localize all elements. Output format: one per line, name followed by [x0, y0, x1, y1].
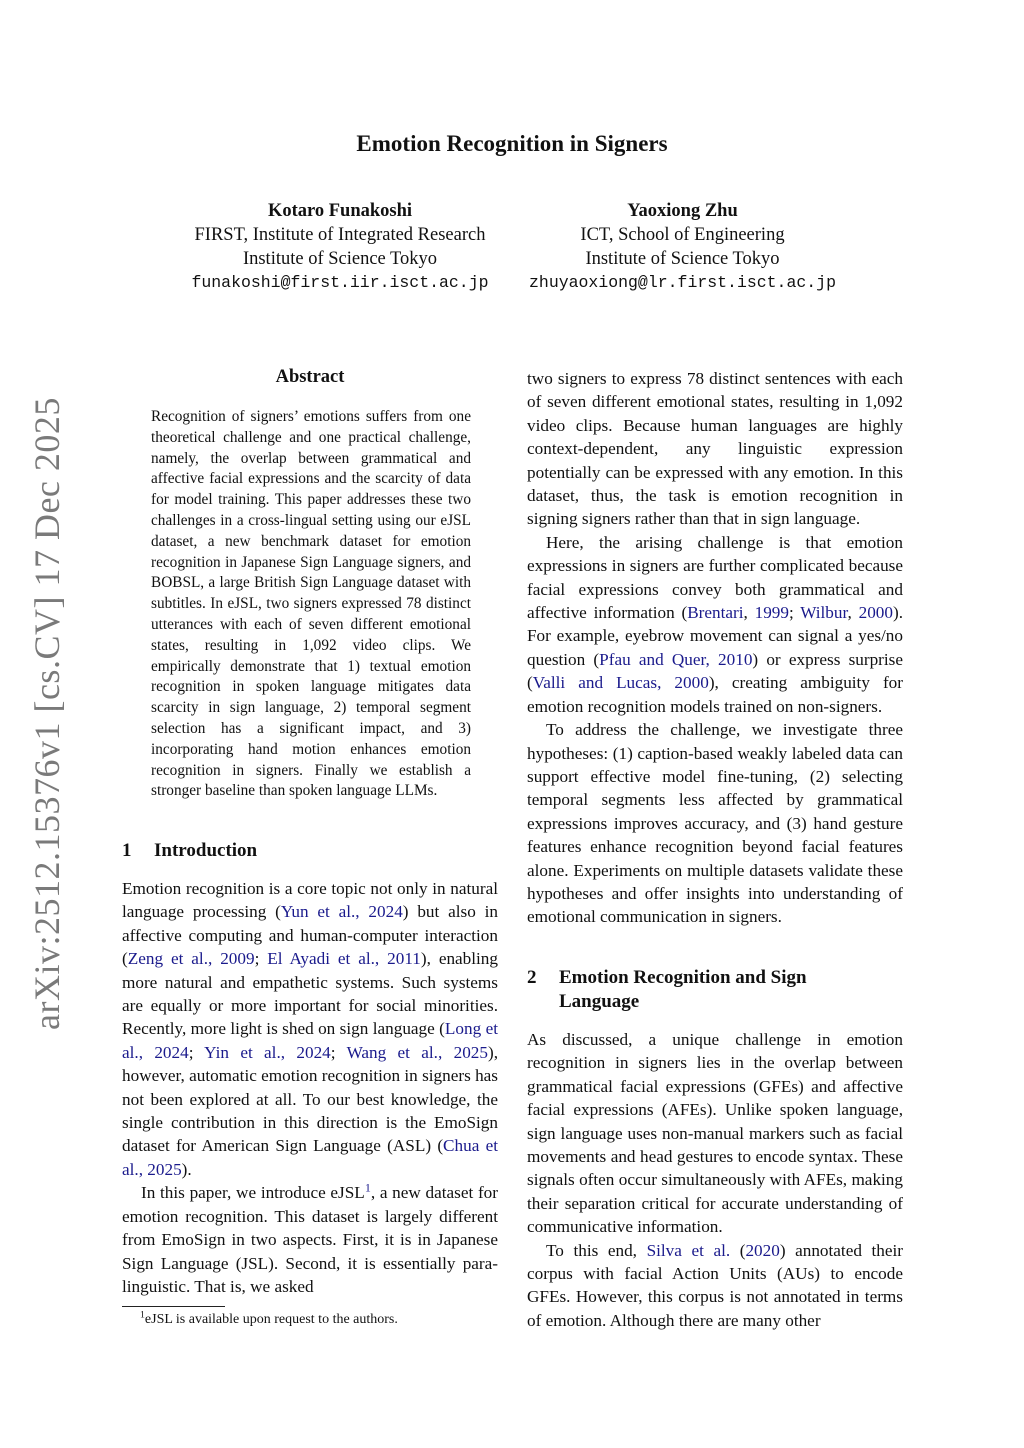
author-affiliation: Institute of Science Tokyo	[585, 249, 780, 269]
citation-link[interactable]: Valli and Lucas, 2000	[532, 673, 709, 693]
section-1-heading	[122, 839, 257, 863]
citation-link[interactable]: El Ayadi et al., 2011	[267, 949, 421, 969]
author-affiliation: FIRST, Institute of Integrated Research	[194, 225, 486, 245]
paragraph: To this end, Silva et al. (2020) annotated their corpus with facial Action Units (AUs) to encode GFEs. However, this corpus is not annotated in terms of emotion. Although there are many other	[527, 1240, 903, 1330]
section-title: Emotion Recognition and Sign	[559, 967, 807, 988]
section-title: Introduction	[154, 840, 258, 861]
author-email[interactable]: zhuyaoxiong@lr.first.isct.ac.jp	[529, 273, 836, 292]
paragraph: Emotion recognition is a core topic not only in natural language processing (Yun et al., 2024) but also in affective computing and human-computer interaction (Zeng et al., 2009; El Ayadi et al., 2011), enabling more natural and empathetic systems. Such systems are equally or more important for social minorities. Recently, more light is shed on sign language (Long et al., 2024; Yin et al., 2024; Wang et al., 2025), however, automatic emotion recognition in signers has not been explored at all. To our best knowledge, the single contribution in this direction is the EmoSign dataset for American Sign Language (ASL) (Chua et al., 2025).	[122, 879, 499, 1179]
section-title-continued: Language	[559, 991, 640, 1012]
section-2-body	[527, 1028, 903, 1332]
citation-link[interactable]: Yin et al., 2024	[204, 1042, 331, 1062]
footnote-divider	[122, 1306, 225, 1307]
citation-link[interactable]: Chua et al., 2025	[122, 1136, 498, 1179]
author-name: Yaoxiong Zhu	[627, 201, 738, 221]
paragraph: two signers to express 78 distinct sentences with each of seven different emotional states, resulting in 1,092 video clips. Because human languages are highly context-dependent, any linguistic expression potentially can be expressed with any emotion. In this dataset, thus, the task is emotion recognition in signing signers rather than that in sign language.	[527, 369, 903, 529]
citation-link[interactable]: Wang et al., 2025	[346, 1042, 488, 1062]
citation-link[interactable]: Long et al., 2024	[122, 1019, 498, 1062]
citation-link[interactable]: Yun et al., 2024	[280, 902, 403, 922]
abstract-heading: Abstract	[275, 367, 345, 387]
citation-link[interactable]: Pfau and Quer, 2010	[599, 649, 753, 669]
citation-link[interactable]: 2020	[745, 1240, 780, 1260]
abstract-text: Recognition of signers’ emotions suffers from one theoretical challenge and one practical challenge, namely, the overlap between grammatical and affective facial expressions and the scarcity of data for model training. This paper addresses these two challenges in a cross-lingual setting using our eJSL dataset, a new benchmark dataset for emotion recognition in Japanese Sign Language signers, and BOBSL, a large British Sign Language dataset with subtitles. In eJSL, two signers expressed 78 distinct utterances with each of seven different emotional states, resulting in 1,092 video clips. We empirically demonstrate that 1) textual emotion recognition in spoken language mitigates data scarcity in sign language, 2) temporal segment selection has a significant impact, and 3) incorporating hand motion enhances emotion recognition in signers. Finally we establish a stronger baseline than spoken language LLMs.	[151, 408, 471, 800]
author-affiliation: ICT, School of Engineering	[580, 225, 785, 245]
section-2-heading	[527, 966, 807, 1014]
footnote-link[interactable]: 1	[364, 1180, 371, 1195]
footnote	[140, 1310, 500, 1330]
citation-link[interactable]: Zeng et al., 2009	[127, 949, 255, 969]
right-column-body	[527, 367, 903, 929]
paragraph: To address the challenge, we investigate three hypotheses: (1) caption-based weakly labeled data can support effective model fine-tuning, (2) selecting temporal segments less affected by grammatical expressions improves accuracy, and (3) hand gesture features enhance recognition beyond facial features alone. Experiments on multiple datasets validate these hypotheses and offer insights into understanding of emotional communication in signers.	[527, 720, 903, 927]
section-number: 2	[527, 967, 537, 988]
arxiv-stamp: arXiv:2512.15376v1 [cs.CV] 17 Dec 2025	[27, 397, 67, 1030]
section-number: 1	[122, 840, 132, 861]
citation-link[interactable]: 2000	[858, 603, 893, 623]
author-email[interactable]: funakoshi@first.iir.isct.ac.jp	[191, 273, 489, 292]
footnote-text: eJSL is available upon request to the authors.	[144, 1312, 398, 1327]
paragraph: Here, the arising challenge is that emotion expressions in signers are further complicated because facial expressions convey both grammatical and affective information (Brentari, 1999; Wilbur, 2000). For example, eyebrow movement can signal a yes/no question (Pfau and Quer, 2010) or express surprise (Valli and Lucas, 2000), creating ambiguity for emotion recognition models trained on non-signers.	[527, 532, 904, 716]
citation-link[interactable]: 1999	[754, 603, 789, 623]
author-name: Kotaro Funakoshi	[267, 201, 413, 221]
left-column-body	[122, 877, 498, 1298]
author-block-2	[505, 199, 860, 295]
footnote-mark: 1	[140, 1309, 145, 1321]
author-block-1	[150, 199, 530, 295]
paper-title: Emotion Recognition in Signers	[356, 131, 668, 156]
author-affiliation: Institute of Science Tokyo	[242, 249, 438, 269]
paragraph: As discussed, a unique challenge in emotion recognition in signers lies in the overlap between grammatical facial expressions (GFEs) and affective facial expressions (AFEs). Unlike spoken language, sign language uses non-manual markers such as facial movements and head gestures to encode syntax. These signals often occur simultaneously with AFEs, making their separation critical for accurate understanding of communicative information.	[527, 1030, 903, 1237]
paragraph: In this paper, we introduce eJSL$^1$, a new dataset for emotion recognition. This dataset is largely different from EmoSign in two aspects. First, it is in Japanese Sign Language (JSL). Second, it is essentially para-linguistic. That is, we asked	[122, 1180, 498, 1296]
citation-link[interactable]: Brentari	[687, 603, 744, 623]
citation-link[interactable]: Wilbur	[800, 603, 848, 623]
citation-link[interactable]: Silva et al.	[646, 1240, 731, 1260]
